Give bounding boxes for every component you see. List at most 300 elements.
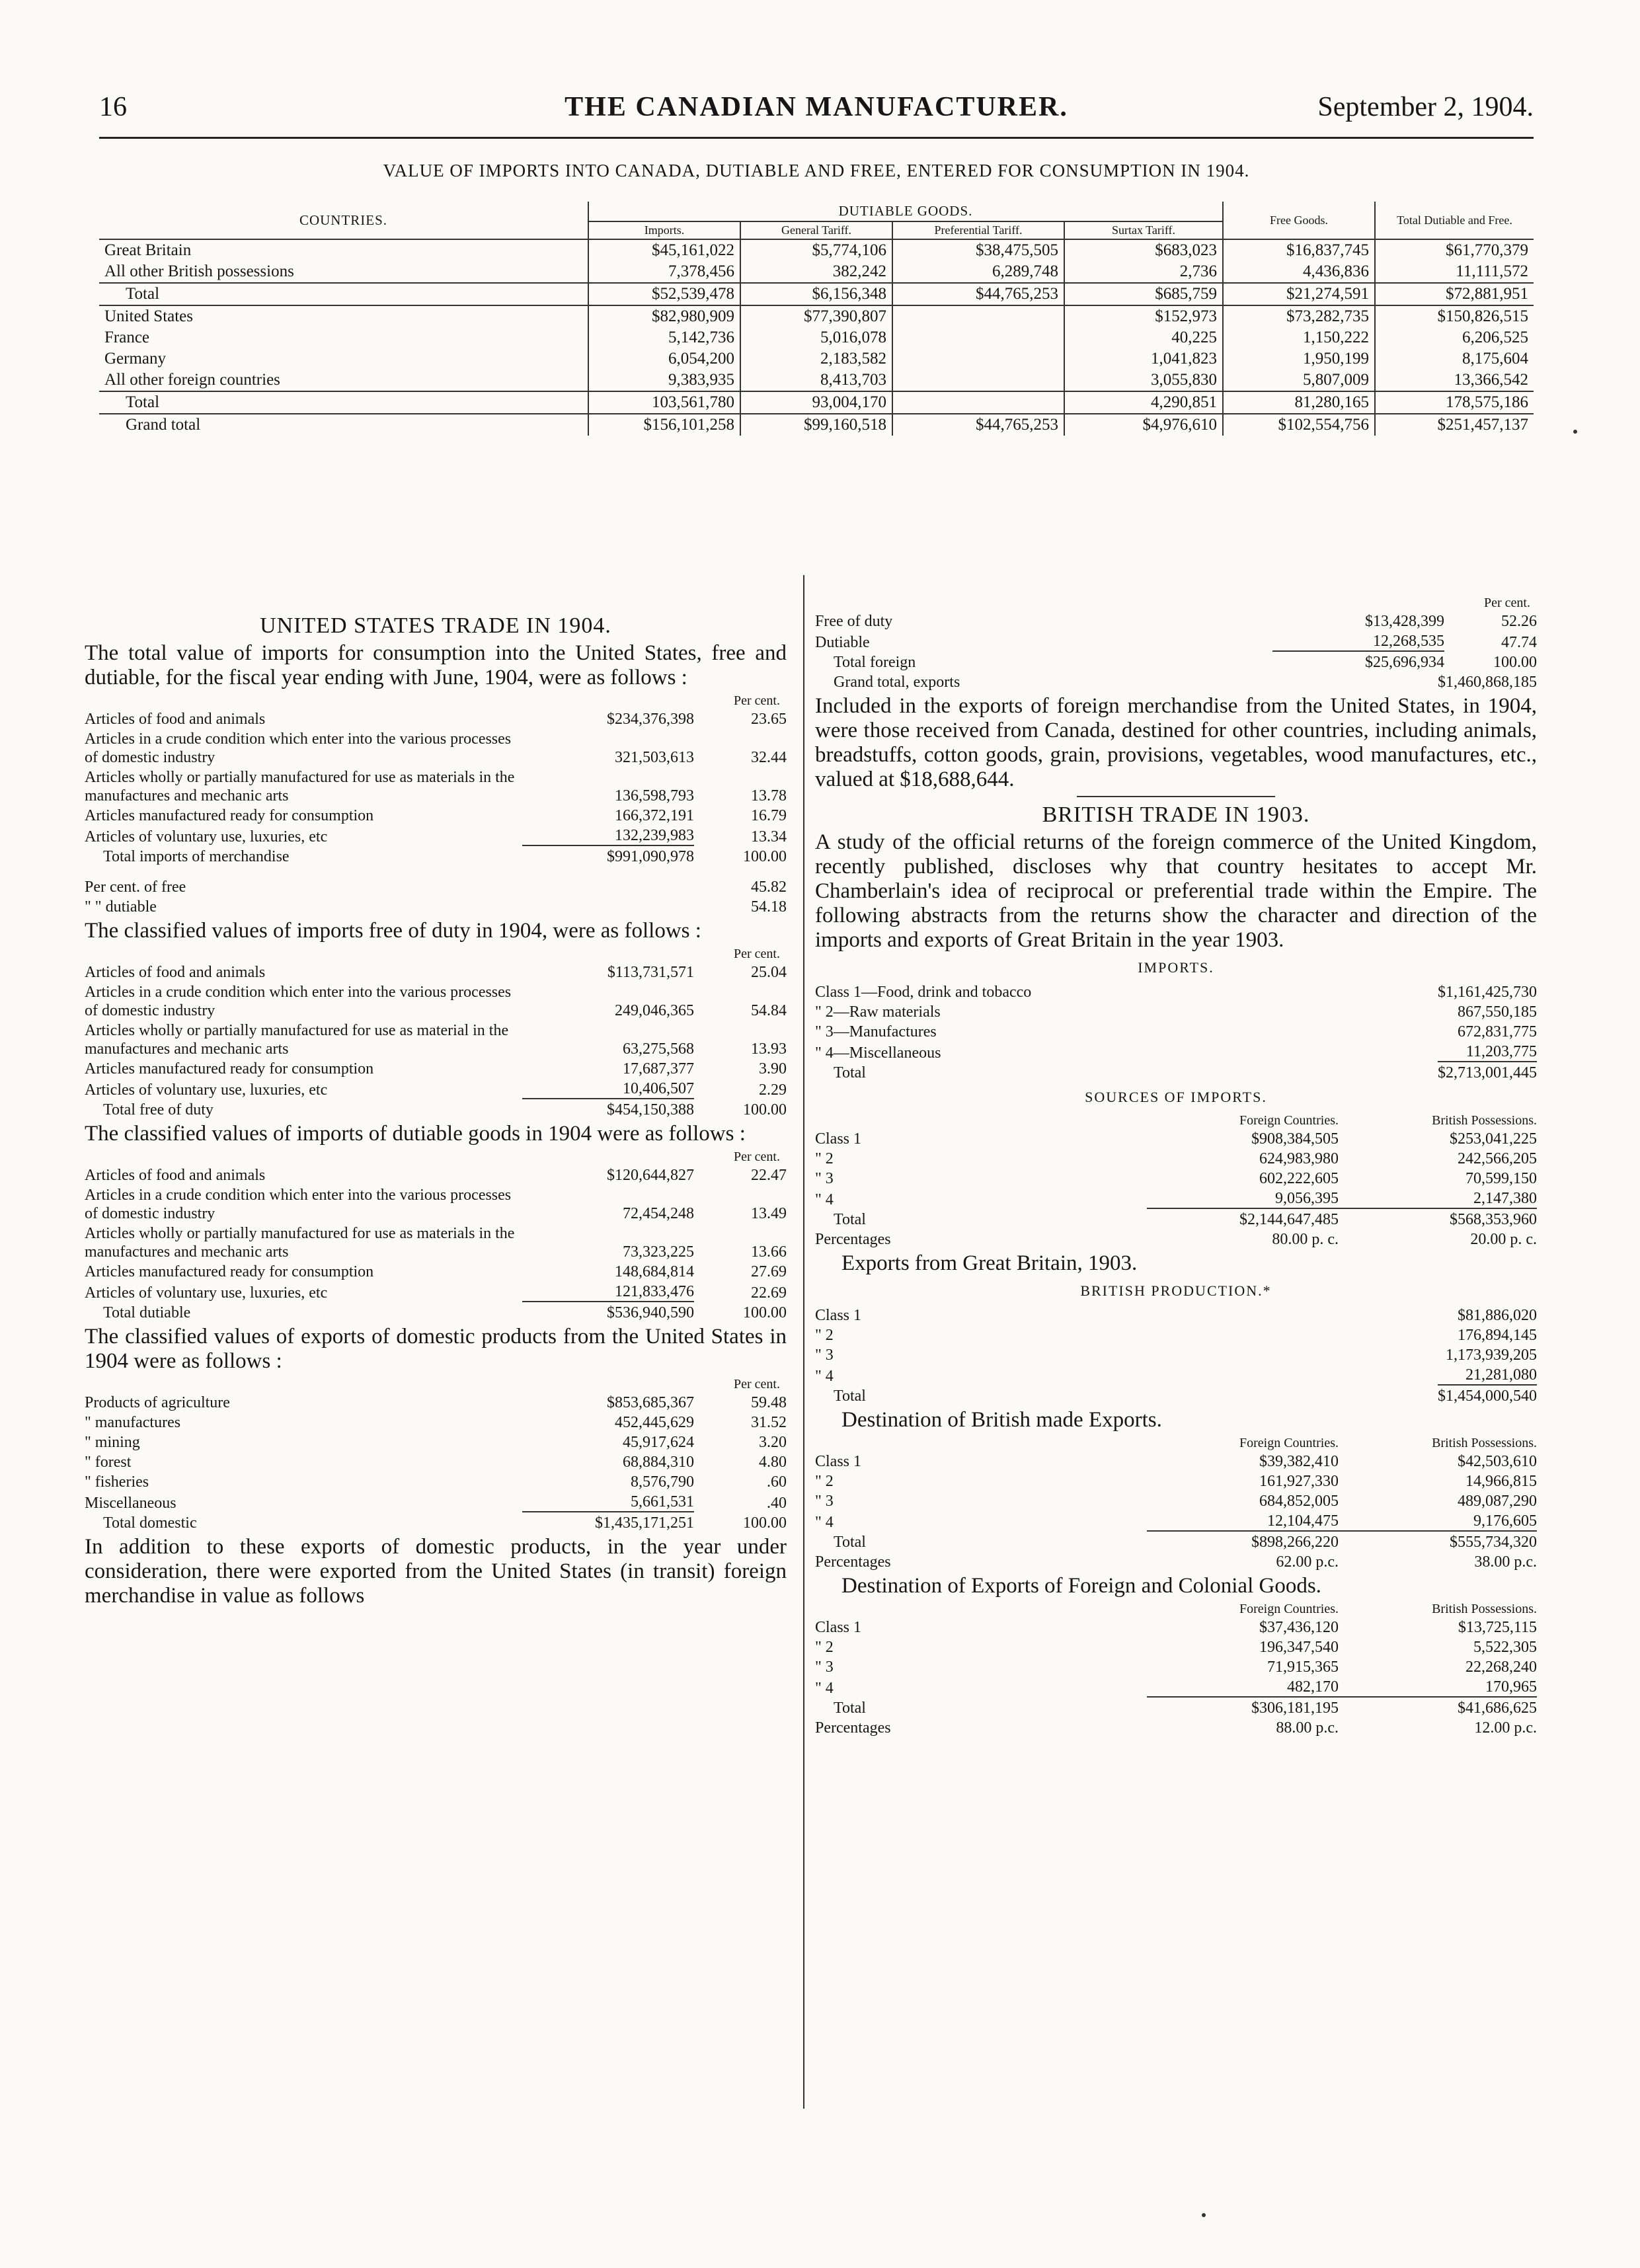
row-percent: 32.44 [751, 749, 787, 766]
row-percent: 4.80 [759, 1454, 787, 1471]
row-label: " fisheries [85, 1473, 149, 1491]
value-cell: $99,160,518 [740, 414, 892, 436]
two-column-header [815, 1601, 1537, 1617]
value-cell: 3,055,830 [1064, 370, 1223, 391]
row-value: 321,503,613 [615, 749, 694, 766]
value-cell: $102,554,756 [1223, 414, 1375, 436]
row-percent: 13.78 [751, 787, 787, 804]
row-value: $113,731,571 [607, 964, 694, 981]
per-cent-header: Per cent. [734, 947, 780, 961]
british-value: 20.00 p. c. [1470, 1231, 1537, 1248]
row-label: Total [834, 1534, 866, 1551]
value-cell: 2,183,582 [740, 348, 892, 370]
two-column-header [815, 1435, 1537, 1451]
row-value: 10,406,507 [522, 1079, 694, 1099]
row-label: Articles wholly or partially manufactured for use as materials in the manufactures and mechanic arts [85, 769, 515, 804]
sources-total-row [815, 1210, 1537, 1229]
row-value: $853,685,367 [607, 1394, 694, 1411]
dutiable-import-row [85, 1166, 787, 1185]
row-percent: 100.00 [1493, 654, 1537, 671]
destination-title: Destination of British made Exports. [841, 1408, 1162, 1432]
row-label: Percentages [815, 1719, 891, 1737]
row-percent: 3.20 [759, 1434, 787, 1451]
per-cent-header: Per cent. [734, 1150, 780, 1164]
row-percent: 52.26 [1501, 613, 1537, 630]
spacer [85, 867, 787, 877]
row-label: Total imports of merchandise [103, 848, 290, 865]
row-percent: .60 [767, 1473, 787, 1491]
foreign-value: $2,144,647,485 [1239, 1211, 1339, 1228]
value-cell: $44,765,253 [892, 414, 1064, 436]
country-cell: Total [99, 283, 588, 305]
british-value: 489,087,290 [1458, 1493, 1537, 1510]
row-label: " 3 [815, 1170, 834, 1187]
value-cell: 8,413,703 [740, 370, 892, 391]
row-value: 68,884,310 [623, 1454, 694, 1471]
destination-row [815, 1452, 1537, 1471]
british-value: $42,503,610 [1458, 1453, 1537, 1470]
row-value: 867,550,185 [1458, 1003, 1537, 1021]
row-percent: .40 [767, 1495, 787, 1512]
destination-row [815, 1512, 1537, 1532]
row-percent: 54.18 [751, 898, 787, 916]
sources-pct-row [815, 1230, 1537, 1249]
country-cell: United States [99, 305, 588, 327]
value-cell: $61,770,379 [1375, 239, 1534, 261]
row-label: Class 1 [815, 1453, 862, 1470]
british-value: 22,268,240 [1465, 1659, 1537, 1676]
domestic-export-row [85, 1433, 787, 1452]
row-label: " 4 [815, 1680, 834, 1697]
value-cell: 4,290,851 [1064, 391, 1223, 414]
value-cell: $683,023 [1064, 239, 1223, 261]
value-cell [892, 348, 1064, 370]
value-cell: 81,280,165 [1223, 391, 1375, 414]
right-column [815, 595, 1537, 1739]
row-label: Articles of food and animals [85, 964, 266, 981]
grand-total-row [99, 414, 1534, 436]
row-label: " 4 [815, 1368, 834, 1385]
row-percent: 22.47 [751, 1167, 787, 1184]
imports-table-body [99, 239, 1534, 436]
import-row [85, 806, 787, 825]
foreign-countries-header: Foreign Countries. [1239, 1602, 1339, 1616]
row-label: Products of agriculture [85, 1394, 230, 1411]
row-value: 17,687,377 [623, 1060, 694, 1077]
foreign-value: 88.00 p.c. [1276, 1719, 1339, 1737]
value-cell: 9,383,935 [588, 370, 740, 391]
row-value: 73,323,225 [623, 1243, 694, 1261]
row-value: 249,046,365 [615, 1002, 694, 1019]
dutiable-import-row [85, 1186, 787, 1223]
country-cell: Grand total [99, 414, 588, 436]
foreign-value: 624,983,980 [1259, 1150, 1339, 1167]
row-label: Articles of food and animals [85, 711, 266, 728]
foreign-colonial-row [815, 1618, 1537, 1637]
foreign-colonial-row [815, 1678, 1537, 1698]
value-cell: $5,774,106 [740, 239, 892, 261]
british-imports-total [815, 1064, 1537, 1082]
british-import-row [815, 1003, 1537, 1021]
value-cell: $52,539,478 [588, 283, 740, 305]
row-value: 11,203,775 [1438, 1042, 1537, 1062]
foreign-colonial-total-row [815, 1699, 1537, 1717]
free-import-row [85, 1060, 787, 1078]
domestic-export-row [85, 1393, 787, 1412]
row-label: Total [834, 1388, 866, 1405]
col-countries: COUNTRIES. [299, 212, 388, 228]
foreign-colonial-row [815, 1658, 1537, 1676]
row-percent: 22.69 [751, 1284, 787, 1302]
value-cell: $73,282,735 [1223, 305, 1375, 327]
row-value: $1,161,425,730 [1438, 984, 1537, 1001]
country-cell: All other foreign countries [104, 371, 280, 389]
row-label: Total dutiable [103, 1304, 191, 1321]
row-value: 176,894,145 [1458, 1327, 1537, 1344]
british-value: $41,686,625 [1458, 1700, 1537, 1717]
domestic-export-row [85, 1453, 787, 1471]
foreign-value: $908,384,505 [1251, 1130, 1339, 1148]
free-import-row [85, 1021, 787, 1058]
british-value: 12.00 p.c. [1474, 1719, 1537, 1737]
foreign-value: 602,222,605 [1259, 1170, 1339, 1187]
imports-subheading: IMPORTS. [1138, 959, 1214, 976]
dutiable-import-row [85, 1224, 787, 1261]
row-label: " 3 [815, 1659, 834, 1676]
row-value: $13,428,399 [1365, 613, 1444, 630]
foreign-value: $39,382,410 [1259, 1453, 1339, 1470]
value-cell: $45,161,022 [588, 239, 740, 261]
row-label: Articles of voluntary use, luxuries, etc [85, 1081, 328, 1099]
row-label: Articles manufactured ready for consumption [85, 1263, 374, 1280]
row-label: Class 1—Food, drink and tobacco [815, 984, 1032, 1001]
per-cent-header: Per cent. [1484, 596, 1530, 610]
row-label: " 2 [815, 1639, 834, 1656]
foreign-countries-header: Foreign Countries. [1239, 1436, 1339, 1450]
british-possessions-header: British Possessions. [1432, 1436, 1537, 1450]
row-percent: 100.00 [743, 1514, 787, 1532]
row-label: Total [834, 1211, 866, 1228]
value-cell: 2,736 [1064, 261, 1223, 283]
value-cell: 6,289,748 [892, 261, 1064, 283]
value-cell [892, 327, 1064, 348]
value-cell: $38,475,505 [892, 239, 1064, 261]
row-value: 121,833,476 [522, 1282, 694, 1302]
row-value: 452,445,629 [615, 1414, 694, 1431]
british-possessions-header: British Possessions. [1432, 1113, 1537, 1128]
row-percent: 47.74 [1501, 634, 1537, 651]
col-general-tariff: General Tariff. [740, 221, 892, 239]
row-percent: 13.34 [751, 828, 787, 845]
row-percent: 3.90 [759, 1060, 787, 1077]
row-value: 45,917,624 [623, 1434, 694, 1451]
row-label: Total foreign [834, 654, 916, 671]
source-row [815, 1130, 1537, 1148]
domestic-export-row [85, 1413, 787, 1432]
value-cell: $16,837,745 [1223, 239, 1375, 261]
row-percent: 23.65 [751, 711, 787, 728]
dutiable-total-row [85, 1304, 787, 1322]
value-cell: 6,054,200 [588, 348, 740, 370]
closing-paragraph: In addition to these exports of domestic products, in the year under consideration, there were exported from the United States (in transit) foreign merchandise in value as follows [85, 1535, 787, 1608]
british-import-row [815, 1023, 1537, 1041]
country-row [99, 327, 1534, 348]
british-value: 14,966,815 [1465, 1473, 1537, 1490]
value-cell [892, 305, 1064, 327]
row-label: Articles manufactured ready for consumption [85, 807, 374, 824]
british-production-subheading: BRITISH PRODUCTION.* [1080, 1282, 1272, 1299]
us-imports-intro: The total value of imports for consumption into the United States, free and dutiable, for the fiscal year ending with June, 1904, were as follows : [85, 641, 787, 689]
value-cell: 13,366,542 [1375, 370, 1534, 391]
foreign-value: 684,852,005 [1259, 1493, 1339, 1510]
country-row [99, 261, 1534, 283]
section-separator [1077, 796, 1275, 797]
row-label: Percentages [815, 1553, 891, 1571]
row-value: $120,644,827 [607, 1167, 694, 1184]
value-cell: 40,225 [1064, 327, 1223, 348]
row-value: $454,150,388 [607, 1101, 694, 1118]
value-cell: $685,759 [1064, 283, 1223, 305]
row-label: Total domestic [103, 1514, 197, 1532]
value-cell: $21,274,591 [1223, 283, 1375, 305]
per-cent-header: Per cent. [734, 693, 780, 708]
british-value: $568,353,960 [1450, 1211, 1537, 1228]
value-cell: $156,101,258 [588, 414, 740, 436]
source-row [815, 1189, 1537, 1209]
spacer [815, 1113, 1147, 1128]
row-value: $991,090,978 [607, 848, 694, 865]
value-cell: 4,436,836 [1223, 261, 1375, 283]
sources-subheading: SOURCES OF IMPORTS. [1085, 1089, 1267, 1105]
row-value: 672,831,775 [1458, 1023, 1537, 1040]
row-label: Articles of voluntary use, luxuries, etc [85, 1284, 328, 1302]
import-row [85, 826, 787, 846]
row-label: Articles manufactured ready for consumption [85, 1060, 374, 1077]
row-label: Articles in a crude condition which enter into the various processes of domestic industry [85, 984, 512, 1019]
row-label: Articles of voluntary use, luxuries, etc [85, 828, 328, 845]
british-possessions-header: British Possessions. [1432, 1602, 1537, 1616]
foreign-value: 12,104,475 [1147, 1512, 1339, 1532]
british-value: 9,176,605 [1339, 1512, 1537, 1532]
destination-pct-row [815, 1553, 1537, 1571]
free-imports-intro: The classified values of imports free of duty in 1904, were as follows : [85, 919, 701, 943]
source-row [815, 1150, 1537, 1168]
value-cell: $150,826,515 [1375, 305, 1534, 327]
import-row [85, 730, 787, 767]
source-row [815, 1169, 1537, 1188]
row-percent: 54.84 [751, 1002, 787, 1019]
foreign-colonial-pct-row [815, 1719, 1537, 1737]
imports-total-row [85, 847, 787, 866]
row-value: $1,460,868,185 [1438, 674, 1537, 691]
british-value: $13,725,115 [1458, 1619, 1537, 1636]
row-label: " mining [85, 1434, 140, 1451]
value-cell: 11,111,572 [1375, 261, 1534, 283]
value-cell: 93,004,170 [740, 391, 892, 414]
row-value: 166,372,191 [615, 807, 694, 824]
british-production-row [815, 1306, 1537, 1325]
row-percent: 13.93 [751, 1040, 787, 1058]
value-cell: 103,561,780 [588, 391, 740, 414]
value-cell: 5,016,078 [740, 327, 892, 348]
domestic-export-row [85, 1473, 787, 1491]
row-value: 5,661,531 [522, 1493, 694, 1512]
value-cell: 178,575,186 [1375, 391, 1534, 414]
row-percent: 27.69 [751, 1263, 787, 1280]
value-cell: $152,973 [1064, 305, 1223, 327]
row-label: Articles of food and animals [85, 1167, 266, 1184]
free-import-row [85, 1079, 787, 1099]
british-production-row [815, 1346, 1537, 1364]
row-label: " 4—Miscellaneous [815, 1044, 941, 1062]
row-value: 136,598,793 [615, 787, 694, 804]
value-cell: 8,175,604 [1375, 348, 1534, 370]
row-value: 1,173,939,205 [1446, 1347, 1537, 1364]
spacer [815, 1435, 1147, 1451]
row-label: " 2 [815, 1150, 834, 1167]
row-label: " 4 [815, 1514, 834, 1531]
british-trade-title: BRITISH TRADE IN 1903. [1042, 802, 1310, 827]
foreign-value: 196,347,540 [1259, 1639, 1339, 1656]
row-percent: 45.82 [751, 879, 787, 896]
row-label: Grand total, exports [834, 674, 960, 691]
british-value: 38.00 p.c. [1474, 1553, 1537, 1571]
value-cell: $77,390,807 [740, 305, 892, 327]
foreign-total-row [815, 653, 1537, 672]
row-label: Per cent. of free [85, 879, 186, 896]
row-label: Articles wholly or partially manufactured for use as material in the manufactures and mechanic arts [85, 1022, 509, 1058]
country-cell: All other British possessions [104, 262, 294, 280]
british-value: 170,965 [1339, 1678, 1537, 1698]
row-label: Class 1 [815, 1307, 862, 1324]
pct-free-row [85, 878, 787, 896]
row-percent: 100.00 [743, 848, 787, 865]
value-cell: 6,206,525 [1375, 327, 1534, 348]
row-label: " 3—Manufactures [815, 1023, 937, 1040]
section-total-row [99, 391, 1534, 414]
pct-dutiable-row [85, 898, 787, 916]
foreign-merch-row [815, 632, 1537, 652]
row-label: " 3 [815, 1493, 834, 1510]
value-cell [892, 370, 1064, 391]
dutiable-imports-intro: The classified values of imports of dutiable goods in 1904 were as follows : [85, 1122, 746, 1146]
import-row [85, 710, 787, 728]
foreign-value: 62.00 p.c. [1276, 1553, 1339, 1571]
row-label: Miscellaneous [85, 1495, 176, 1512]
foreign-value: 80.00 p. c. [1272, 1231, 1339, 1248]
row-label: " 4 [815, 1191, 834, 1208]
exports-title: Exports from Great Britain, 1903. [841, 1251, 1138, 1275]
country-cell: France [104, 329, 150, 346]
print-speck [1573, 430, 1577, 434]
foreign-value: 161,927,330 [1259, 1473, 1339, 1490]
row-label: " 2—Raw materials [815, 1003, 941, 1021]
destination-foreign-colonial-title: Destination of Exports of Foreign and Colonial Goods. [841, 1574, 1321, 1598]
dutiable-import-row [85, 1263, 787, 1281]
foreign-merch-row [815, 612, 1537, 631]
foreign-colonial-row [815, 1638, 1537, 1657]
header-rule [99, 137, 1534, 139]
col-surtax-tariff: Surtax Tariff. [1064, 221, 1223, 239]
value-cell: 7,378,456 [588, 261, 740, 283]
row-value: 72,454,248 [623, 1205, 694, 1222]
publication-title: THE CANADIAN MANUFACTURER. [565, 92, 1068, 122]
row-label: " " dutiable [85, 898, 157, 916]
row-value: $536,940,590 [607, 1304, 694, 1321]
foreign-countries-header: Foreign Countries. [1239, 1113, 1339, 1128]
british-value: 2,147,380 [1339, 1189, 1537, 1209]
destination-row [815, 1492, 1537, 1510]
row-percent: 100.00 [743, 1101, 787, 1118]
spacer [815, 1601, 1147, 1617]
row-percent: 59.48 [751, 1394, 787, 1411]
row-label: Total free of duty [103, 1101, 214, 1118]
col-total: Total Dutiable and Free. [1375, 202, 1534, 239]
page-number: 16 [99, 92, 127, 122]
foreign-value: 71,915,365 [1267, 1659, 1339, 1676]
us-trade-title: UNITED STATES TRADE IN 1904. [260, 613, 611, 638]
row-label: Class 1 [815, 1130, 862, 1148]
british-value: 242,566,205 [1458, 1150, 1537, 1167]
domestic-export-row [85, 1493, 787, 1512]
british-import-row [815, 983, 1537, 1001]
value-cell: 382,242 [740, 261, 892, 283]
country-row [99, 370, 1534, 391]
row-value: 132,239,983 [522, 826, 694, 846]
value-cell: $4,976,610 [1064, 414, 1223, 436]
row-value: $1,435,171,251 [595, 1514, 694, 1532]
row-label: Articles wholly or partially manufactured for use as materials in the manufactures and mechanic arts [85, 1225, 515, 1261]
free-import-row [85, 983, 787, 1020]
import-row [85, 768, 787, 805]
row-label: Articles in a crude condition which enter into the various processes of domestic industry [85, 1187, 512, 1222]
row-value: 21,281,080 [1438, 1366, 1537, 1386]
row-percent: 2.29 [759, 1081, 787, 1099]
row-value: $1,454,000,540 [1438, 1388, 1537, 1405]
foreign-value: $37,436,120 [1259, 1619, 1339, 1636]
value-cell [892, 391, 1064, 414]
destination-total-row [815, 1533, 1537, 1551]
column-divider [803, 575, 804, 2109]
row-value: 148,684,814 [615, 1263, 694, 1280]
foreign-value: 482,170 [1147, 1678, 1339, 1698]
row-percent: 16.79 [751, 807, 787, 824]
british-value: 5,522,305 [1473, 1639, 1537, 1656]
domestic-total-row [85, 1514, 787, 1532]
page-header [99, 91, 1534, 131]
row-label: " 2 [815, 1473, 834, 1490]
british-value: $253,041,225 [1450, 1130, 1537, 1148]
row-label: Articles in a crude condition which enter into the various processes of domestic industry [85, 730, 512, 766]
value-cell: $44,765,253 [892, 283, 1064, 305]
row-value: $25,696,934 [1365, 654, 1444, 671]
row-value: 12,268,535 [1272, 632, 1444, 652]
value-cell: $82,980,909 [588, 305, 740, 327]
british-trade-paragraph: A study of the official returns of the foreign commerce of the United Kingdom, recently published, discloses why that country hesitates to accept Mr. Chamberlain's idea of reciprocal or preferential trade within the Empire. The following abstracts from the returns show the character and direction of the imports and exports of Great Britain in the year 1903. [815, 830, 1537, 952]
left-column [85, 608, 787, 1611]
british-production-total [815, 1387, 1537, 1405]
per-cent-header: Per cent. [734, 1377, 780, 1391]
row-value: 63,275,568 [623, 1040, 694, 1058]
value-cell: 5,142,736 [588, 327, 740, 348]
row-percent: 31.52 [751, 1414, 787, 1431]
row-value: 8,576,790 [631, 1473, 694, 1491]
canada-paragraph: Included in the exports of foreign merchandise from the United States, in 1904, were those received from Canada, destined for other countries, including animals, breadstuffs, cotton goods, grain, provisions, vegetables, wood manufactures, etc., valued at $18,688,644. [815, 694, 1537, 791]
row-label: Percentages [815, 1231, 891, 1248]
country-row [99, 239, 1534, 261]
british-import-row [815, 1042, 1537, 1062]
row-label: Dutiable [815, 634, 870, 651]
